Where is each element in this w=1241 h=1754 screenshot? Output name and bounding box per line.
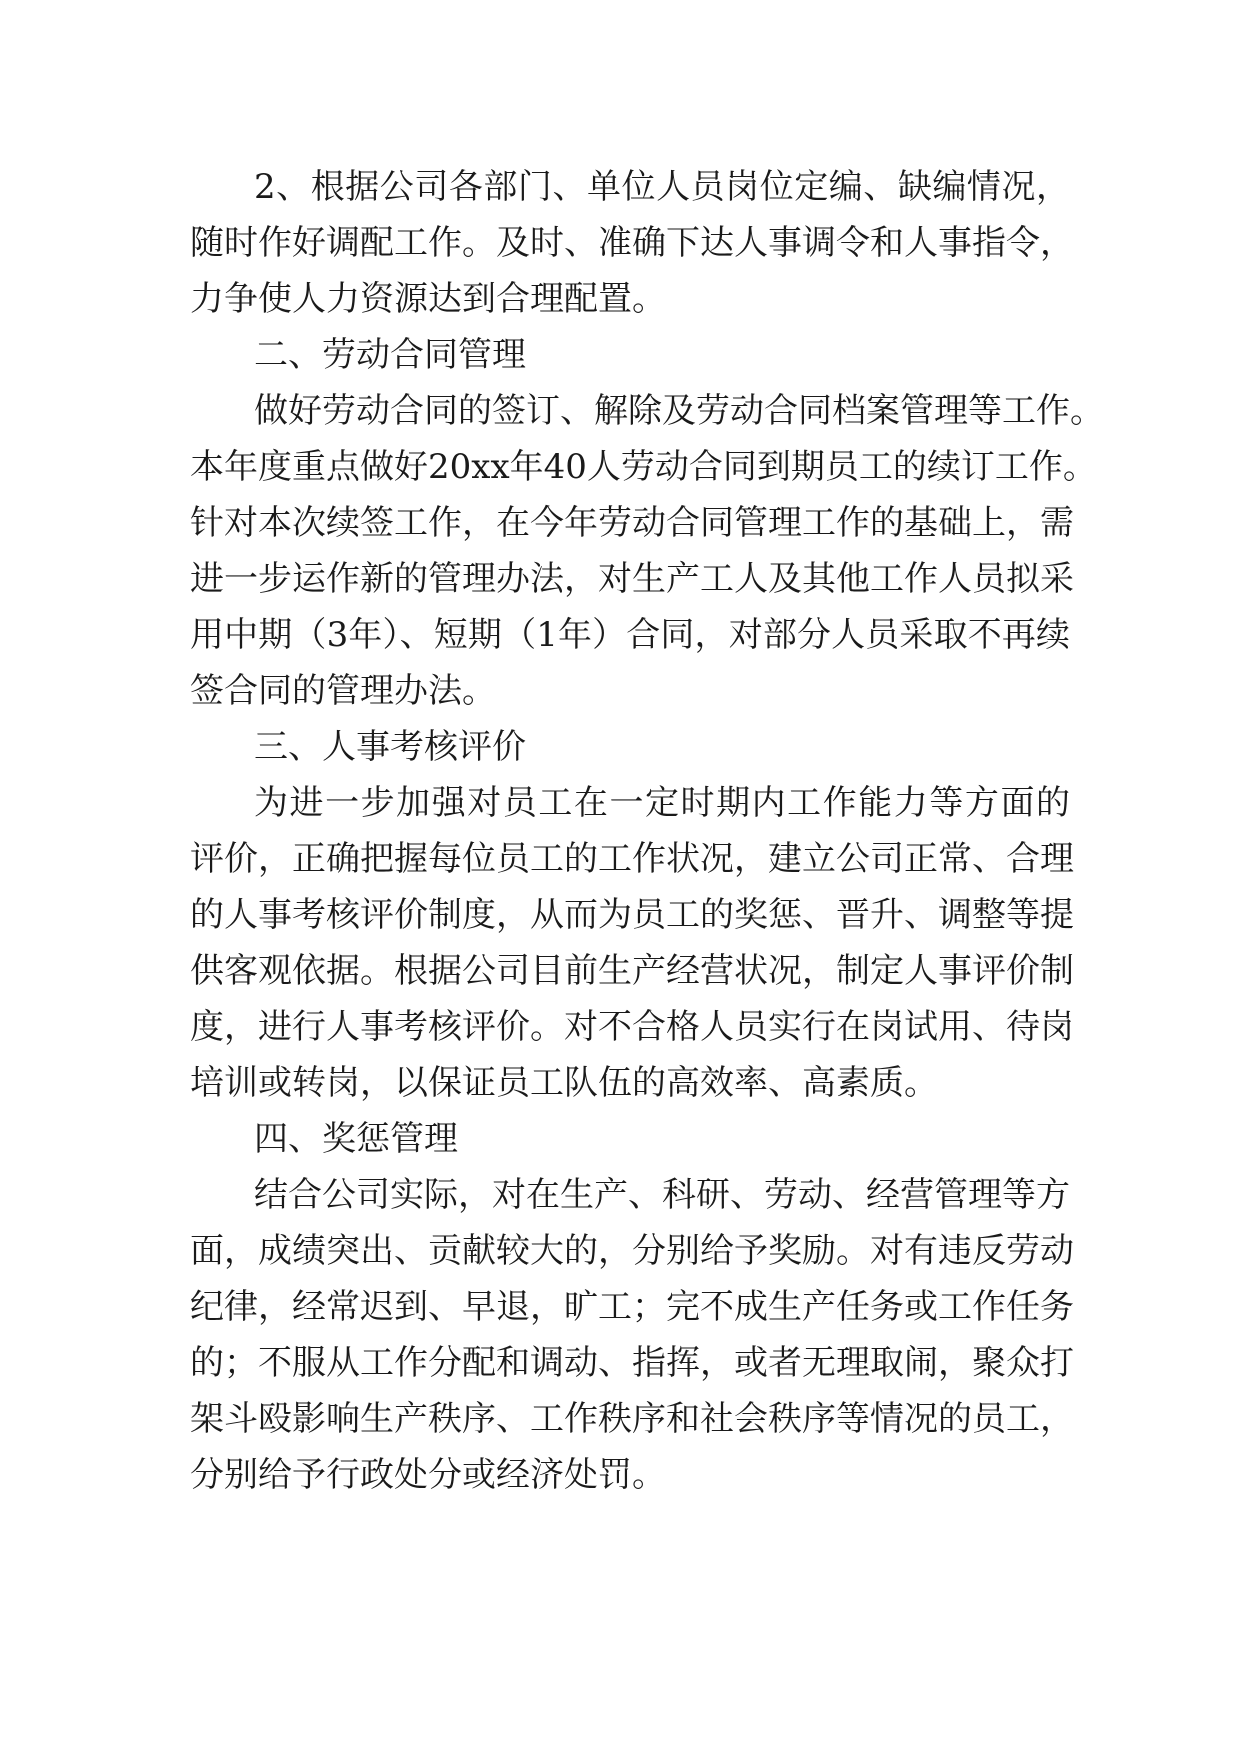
paragraph-line: 的；不服从工作分配和调动、指挥，或者无理取闹，聚众打 — [190, 1343, 1074, 1383]
paragraph-line: 评价，正确把握每位员工的工作状况，建立公司正常、合理 — [190, 839, 1074, 879]
section-heading: 二、劳动合同管理 — [254, 335, 526, 375]
paragraph-line: 结合公司实际，对在生产、科研、劳动、经营管理等方 — [254, 1175, 1070, 1215]
paragraph-line: 本年度重点做好20xx年40人劳动合同到期员工的续订工作。 — [190, 447, 1097, 487]
paragraph-line: 纪律，经常迟到、早退，旷工；完不成生产任务或工作任务 — [190, 1287, 1074, 1327]
paragraph-line: 签合同的管理办法。 — [190, 671, 496, 711]
paragraph-line: 为进一步加强对员工在一定时期内工作能力等方面的 — [254, 783, 1070, 823]
paragraph-line: 分别给予行政处分或经济处罚。 — [190, 1455, 666, 1495]
section-heading: 四、奖惩管理 — [254, 1119, 458, 1159]
paragraph-line: 针对本次续签工作，在今年劳动合同管理工作的基础上，需 — [190, 503, 1074, 543]
paragraph-line: 随时作好调配工作。及时、准确下达人事调令和人事指令， — [190, 223, 1074, 263]
paragraph-line: 培训或转岗，以保证员工队伍的高效率、高素质。 — [190, 1063, 938, 1103]
paragraph-line: 架斗殴影响生产秩序、工作秩序和社会秩序等情况的员工， — [190, 1399, 1074, 1439]
paragraph-line: 进一步运作新的管理办法，对生产工人及其他工作人员拟采 — [190, 559, 1074, 599]
paragraph-line: 力争使人力资源达到合理配置。 — [190, 279, 666, 319]
paragraph-line: 面，成绩突出、贡献较大的，分别给予奖励。对有违反劳动 — [190, 1231, 1074, 1271]
paragraph-line: 度，进行人事考核评价。对不合格人员实行在岗试用、待岗 — [190, 1007, 1074, 1047]
paragraph-line: 用中期（3年）、短期（1年）合同，对部分人员采取不再续 — [190, 615, 1070, 655]
paragraph-line: 2、根据公司各部门、单位人员岗位定编、缺编情况， — [254, 167, 1070, 207]
paragraph-line: 供客观依据。根据公司目前生产经营状况，制定人事评价制 — [190, 951, 1074, 991]
paragraph-line: 做好劳动合同的签订、解除及劳动合同档案管理等工作。 — [254, 391, 1104, 431]
section-heading: 三、人事考核评价 — [254, 727, 526, 767]
paragraph-line: 的人事考核评价制度，从而为员工的奖惩、晋升、调整等提 — [190, 895, 1074, 935]
